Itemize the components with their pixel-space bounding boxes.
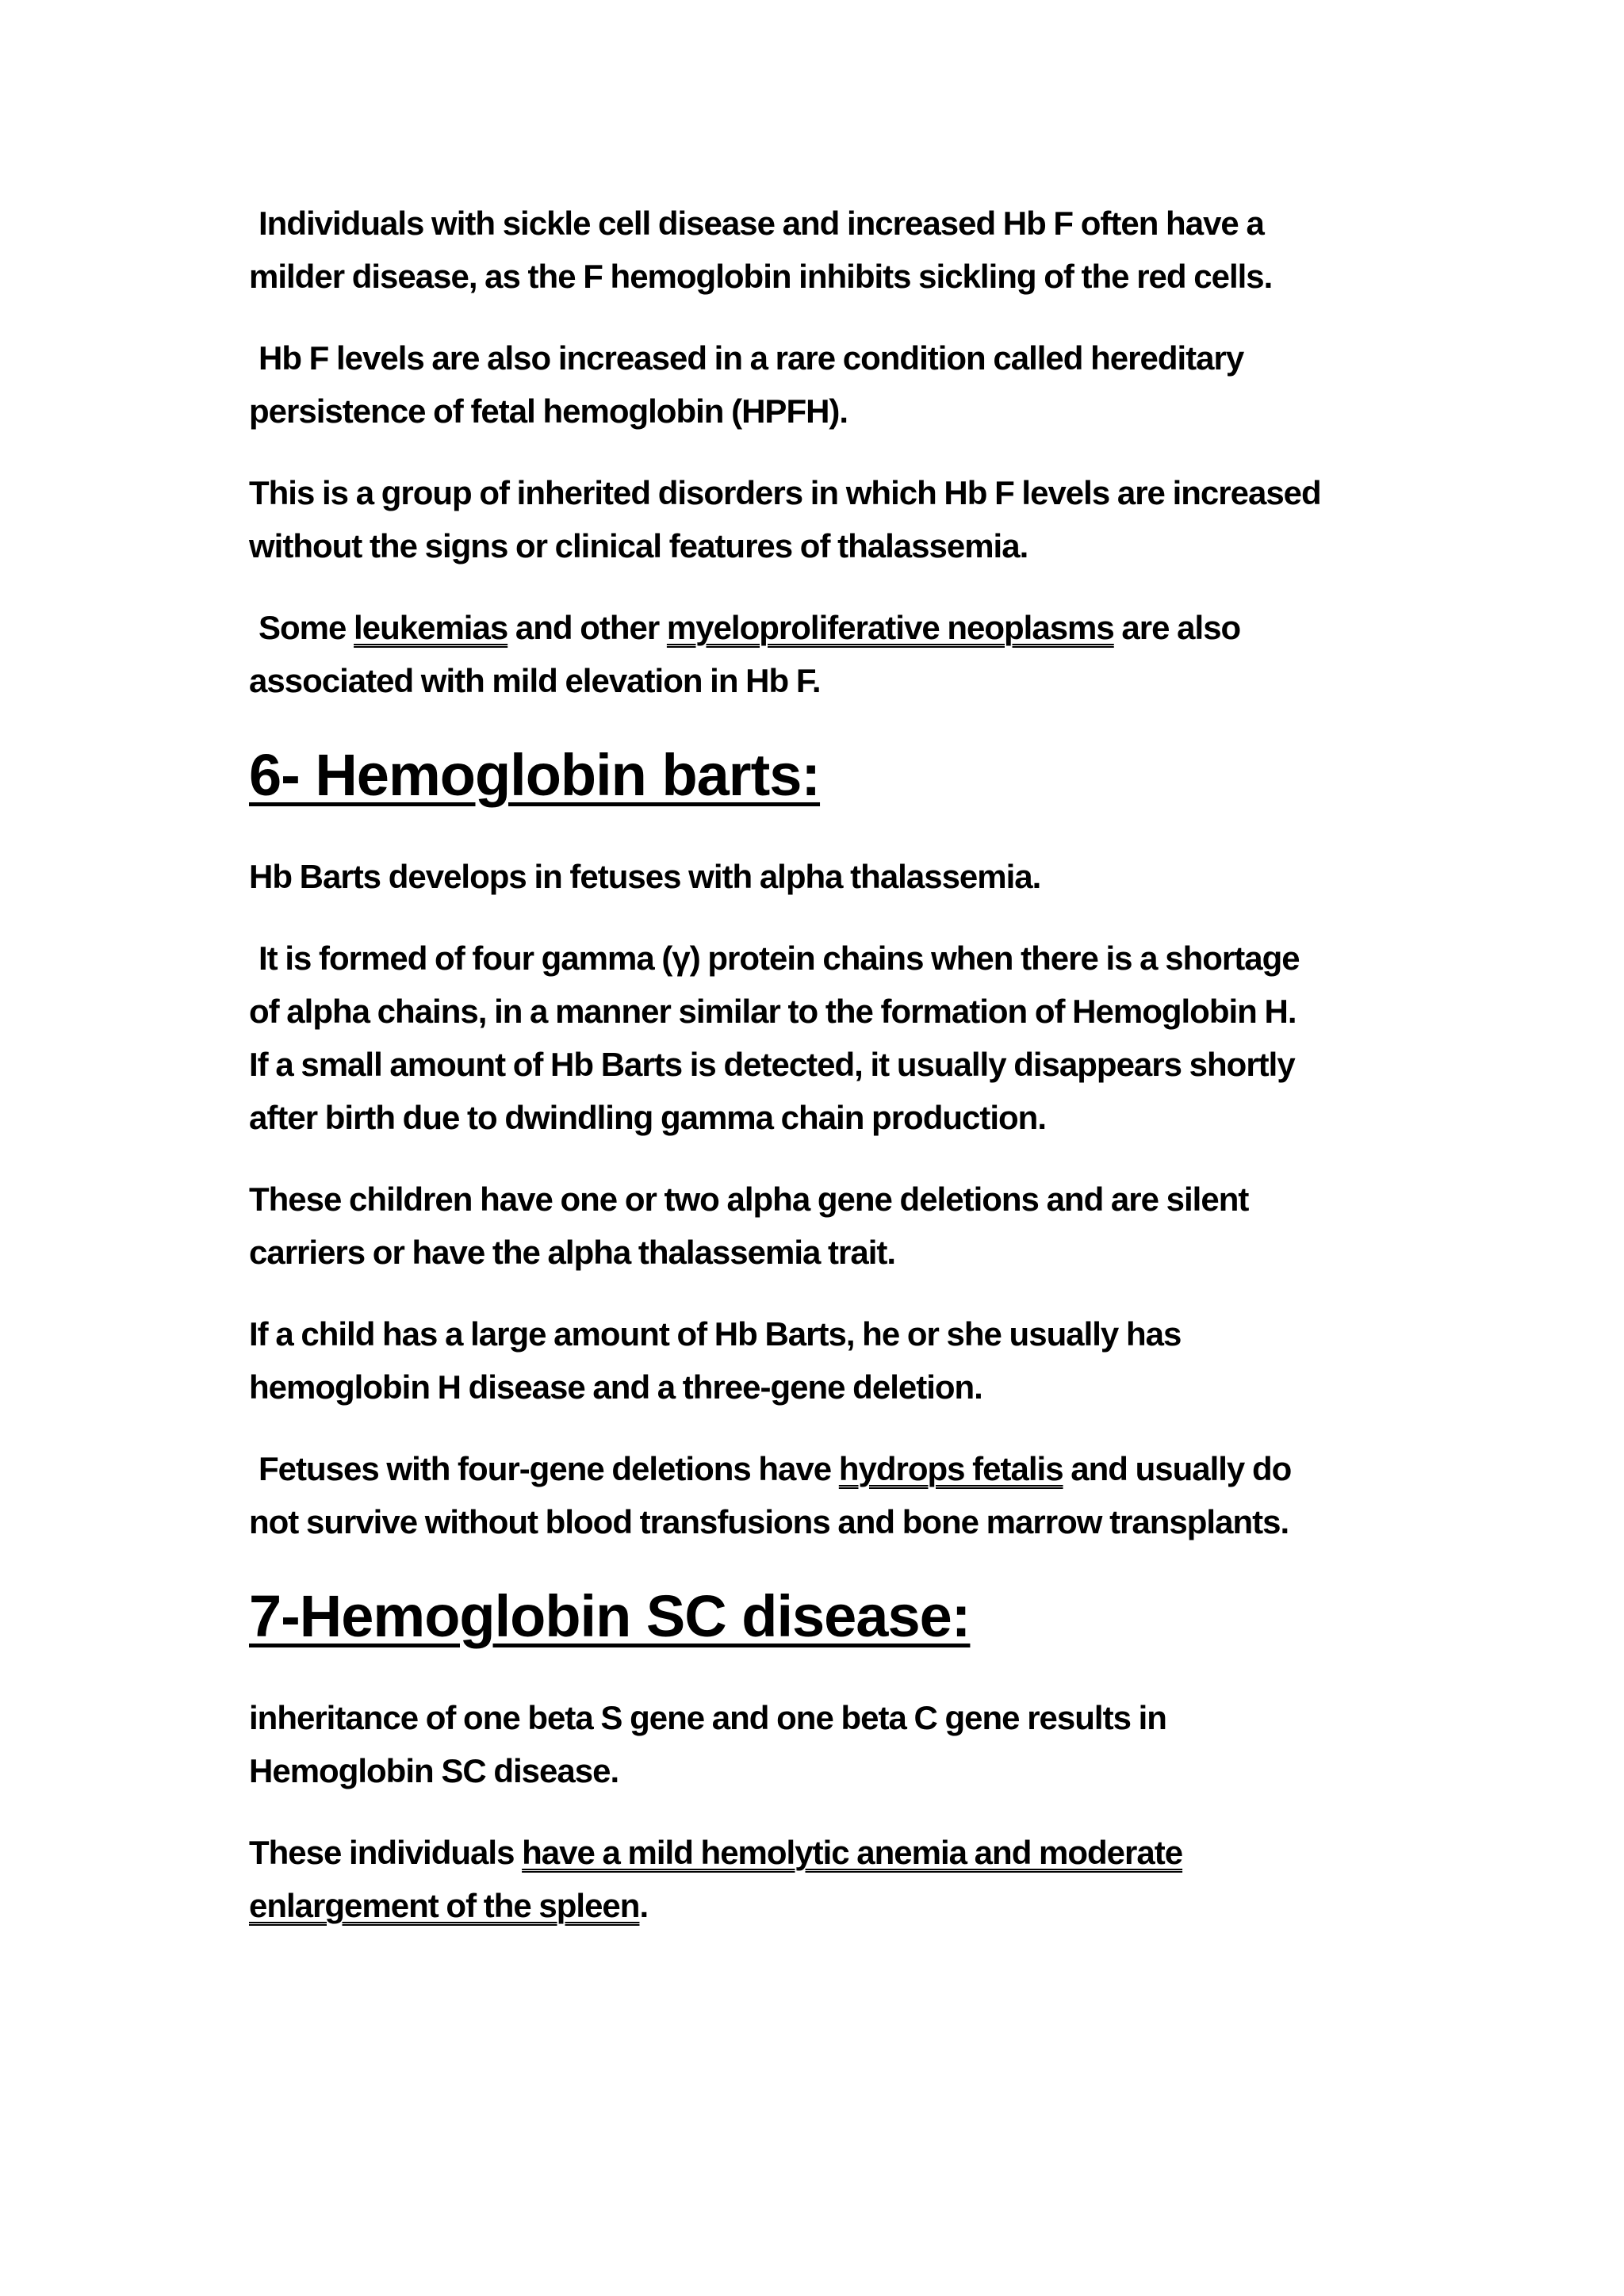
paragraph-gamma-chains (249, 932, 1407, 1144)
text-line: after birth due to dwindling gamma chain production. (249, 1099, 1047, 1136)
text-fragment: Fetuses with four-gene deletions have (259, 1450, 839, 1487)
text-line (249, 1879, 1407, 1932)
paragraph-hb-barts-intro (249, 850, 1407, 903)
text-line: If a small amount of Hb Barts is detected, it usually disappears shortly (249, 1046, 1295, 1083)
underlined-text-enlargement-spleen: enlargement of the spleen (249, 1887, 640, 1924)
paragraph-hpfh (249, 331, 1407, 438)
link-hydrops-fetalis[interactable]: hydrops fetalis (838, 1450, 1063, 1487)
text-fragment: and other (508, 609, 667, 646)
text-fragment: are also (1113, 609, 1241, 646)
paragraph-hydrops-fetalis (249, 1442, 1407, 1548)
text-line: inheritance of one beta S gene and one beta C gene results in (249, 1699, 1166, 1736)
link-myeloproliferative-neoplasms[interactable]: myeloproliferative neoplasms (666, 609, 1114, 646)
paragraph-sc-symptoms (249, 1826, 1407, 1932)
text-line (249, 1442, 1407, 1495)
text-line (249, 1826, 1407, 1879)
heading-hemoglobin-barts: 6- Hemoglobin barts: (249, 742, 821, 808)
paragraph-silent-carriers (249, 1173, 1407, 1279)
text-line: persistence of fetal hemoglobin (HPFH). (249, 392, 848, 430)
heading-hemoglobin-sc-disease: 7-Hemoglobin SC disease: (249, 1583, 971, 1649)
text-line: of alpha chains, in a manner similar to the formation of Hemoglobin H. (249, 993, 1297, 1030)
text-line: milder disease, as the F hemoglobin inhibits sickling of the red cells. (249, 258, 1273, 295)
text-fragment: . (639, 1887, 649, 1924)
text-line (249, 601, 1407, 654)
underlined-text-mild-hemolytic-anemia: have a mild hemolytic anemia and moderate (522, 1834, 1183, 1871)
paragraph-large-amount (249, 1307, 1407, 1414)
document-body (249, 197, 1407, 1961)
text-fragment: These individuals (249, 1834, 523, 1871)
text-line: These children have one or two alpha gene deletions and are silent (249, 1181, 1249, 1218)
text-line: Hemoglobin SC disease. (249, 1752, 619, 1789)
paragraph-inherited-disorders (249, 466, 1407, 572)
text-line: not survive without blood transfusions and bone marrow transplants. (249, 1503, 1289, 1540)
link-leukemias[interactable]: leukemias (354, 609, 508, 646)
text-line: Hb F levels are also increased in a rare condition called hereditary (259, 339, 1244, 377)
text-line: without the signs or clinical features of thalassemia. (249, 527, 1028, 564)
text-fragment: Some (259, 609, 354, 646)
paragraph-sc-inheritance (249, 1691, 1407, 1797)
text-line: hemoglobin H disease and a three-gene deletion. (249, 1368, 982, 1406)
text-fragment: and usually do (1063, 1450, 1292, 1487)
text-line: If a child has a large amount of Hb Barts, he or she usually has (249, 1315, 1182, 1353)
paragraph-hbf-sickle-cell (249, 197, 1407, 303)
text-line: associated with mild elevation in Hb F. (249, 662, 821, 699)
text-line: Individuals with sickle cell disease and increased Hb F often have a (259, 205, 1264, 242)
text-line: Hb Barts develops in fetuses with alpha thalassemia. (249, 858, 1041, 895)
text-line: carriers or have the alpha thalassemia trait. (249, 1234, 896, 1271)
text-line: This is a group of inherited disorders in which Hb F levels are increased (249, 474, 1321, 511)
paragraph-leukemias (249, 601, 1407, 707)
text-line: It is formed of four gamma (γ) protein chains when there is a shortage (259, 939, 1300, 977)
